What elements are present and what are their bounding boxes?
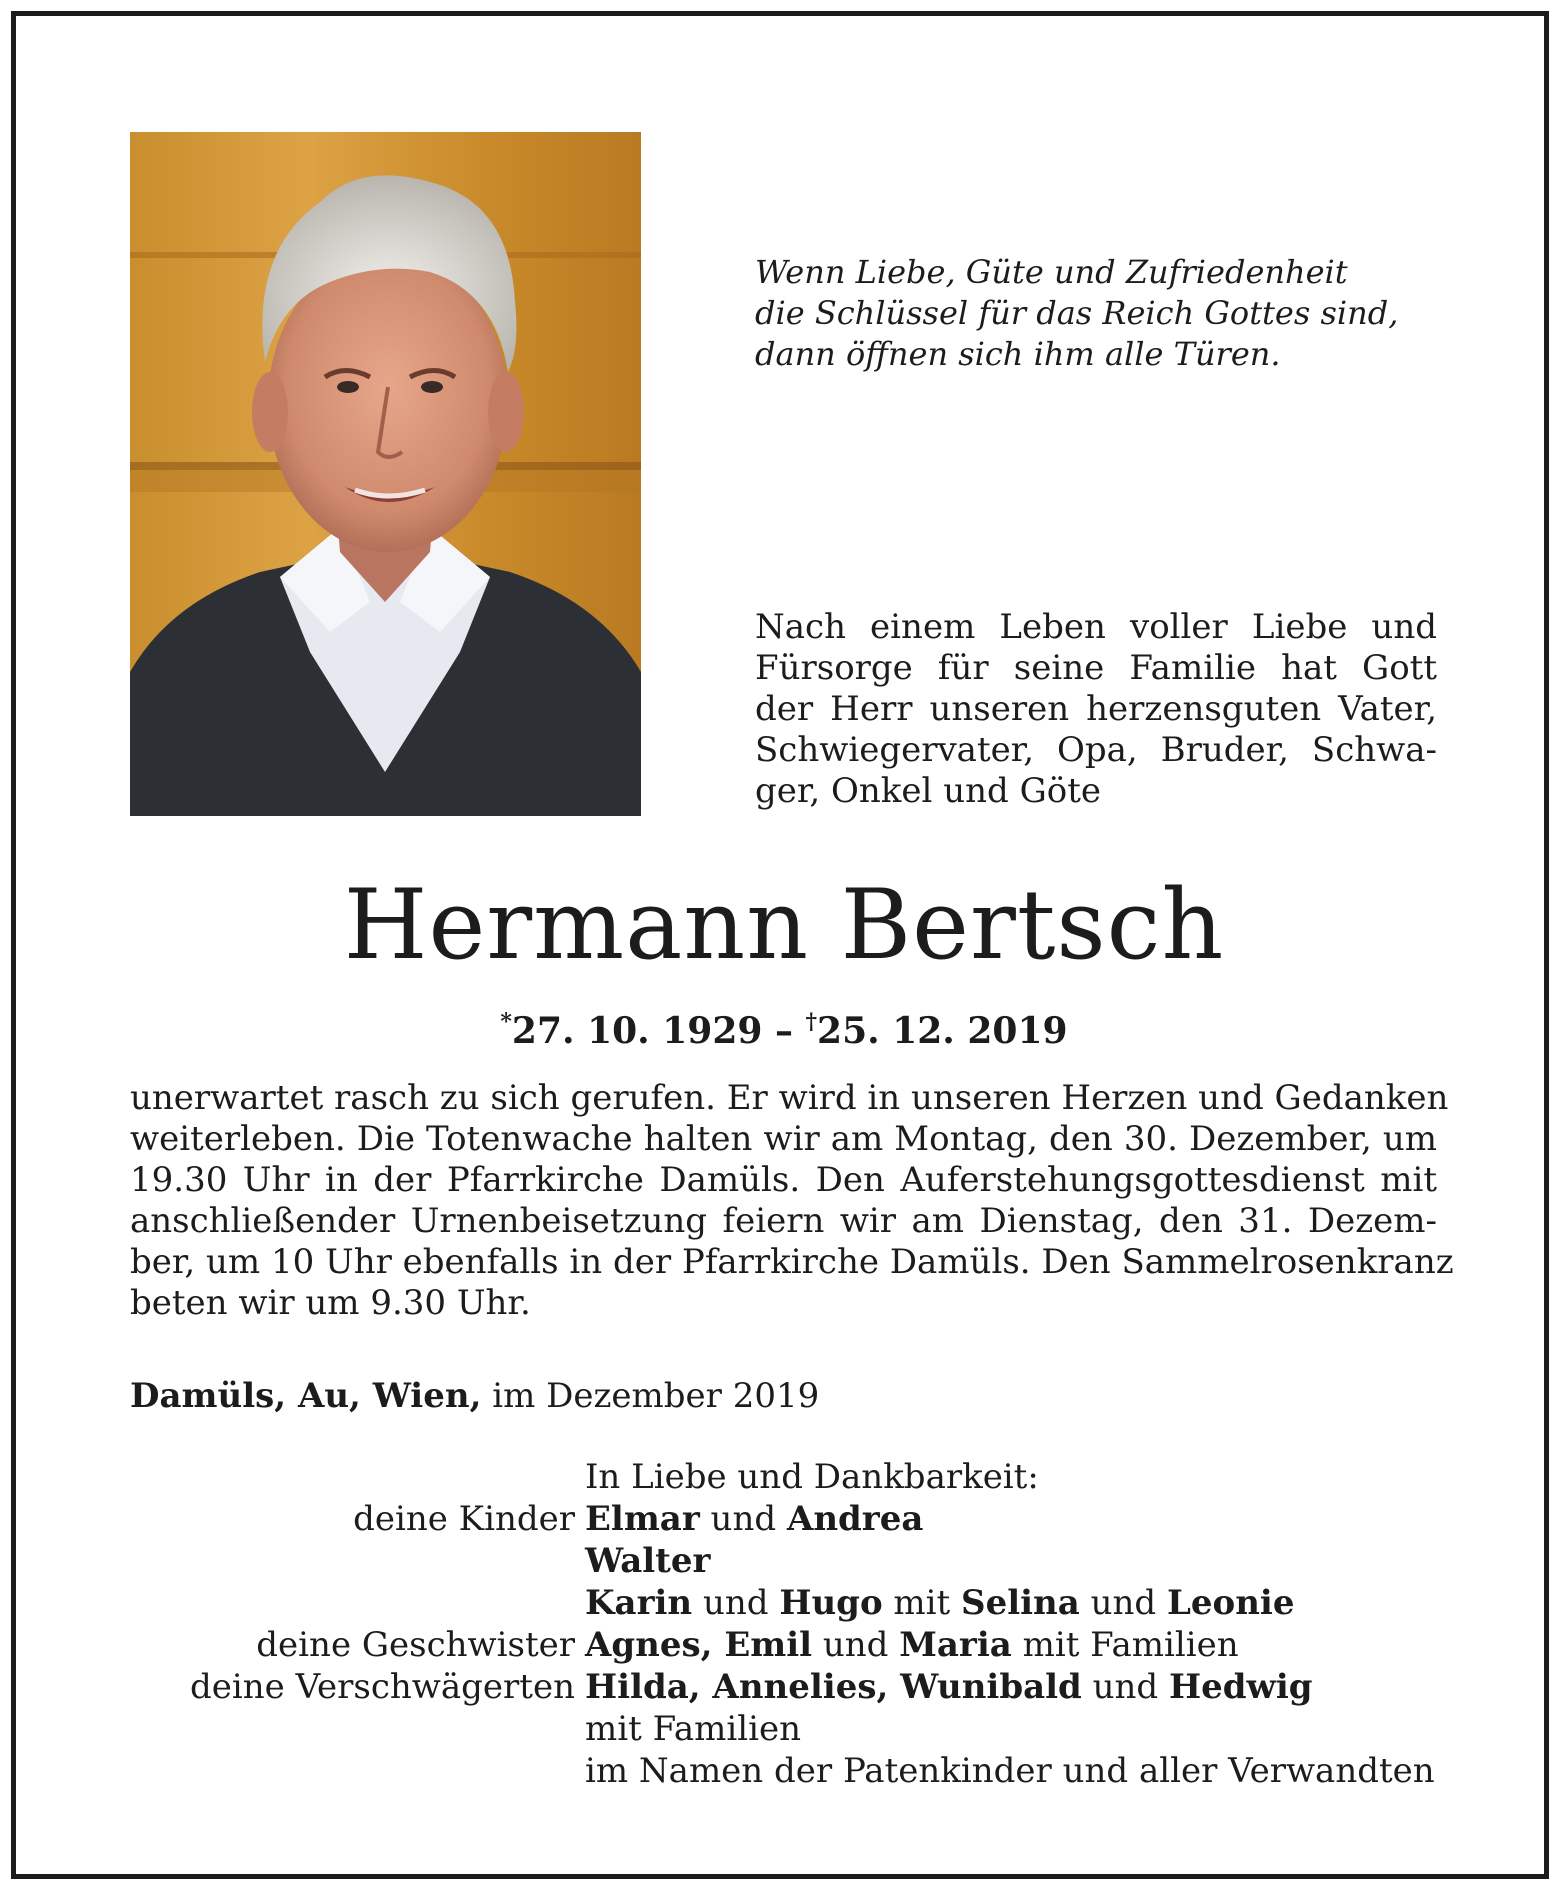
- birth-symbol: *: [500, 1009, 512, 1035]
- families-line: mit Familien: [585, 1709, 802, 1749]
- notice-date: im Dezember 2019: [481, 1376, 820, 1416]
- connector: mit: [882, 1583, 962, 1623]
- mourner-name: Agnes, Emil: [585, 1625, 813, 1665]
- birth-date: 27. 10. 1929: [511, 1010, 763, 1052]
- connector: mit Familien: [1011, 1625, 1239, 1665]
- mourner-name: Karin: [585, 1583, 693, 1623]
- body-paragraph: [130, 1078, 1454, 1324]
- patenkinder-line: im Namen der Patenkinder und aller Verwandten: [585, 1751, 1435, 1791]
- death-symbol: †: [805, 1009, 818, 1035]
- geschwister-row: [130, 1624, 1450, 1666]
- connector: und: [699, 1499, 787, 1539]
- intro-line: ger, Onkel und Göte: [755, 771, 1101, 811]
- intro-line: Nach einem Leben voller Liebe und: [755, 607, 1437, 647]
- mourner-name: Selina: [961, 1583, 1080, 1623]
- intro-paragraph: [755, 607, 1437, 812]
- mourner-name: Hugo: [779, 1583, 883, 1623]
- motto-quote: [755, 252, 1475, 375]
- mourner-name: Maria: [899, 1625, 1012, 1665]
- date-separator: –: [762, 1010, 806, 1052]
- schwager-row: [130, 1666, 1450, 1708]
- geschwister-label: deine Geschwister: [256, 1625, 575, 1665]
- kinder-label: deine Kinder: [353, 1499, 575, 1539]
- places: Damüls, Au, Wien,: [130, 1376, 482, 1416]
- connector: und: [692, 1583, 780, 1623]
- connector: und: [1079, 1583, 1167, 1623]
- motto-line: Wenn Liebe, Güte und Zufriedenheit: [755, 253, 1348, 291]
- kinder-row: [130, 1498, 1450, 1540]
- body-line: weiterleben. Die Totenwache halten wir am Montag, den 30. Dezember, um: [130, 1119, 1437, 1159]
- mourner-name: Andrea: [786, 1499, 924, 1539]
- body-line: unerwartet rasch zu sich gerufen. Er wird in unseren Herzen und Gedanken: [130, 1078, 1449, 1118]
- schwager-label: deine Verschwägerten: [190, 1667, 575, 1707]
- body-line: beten wir um 9.30 Uhr.: [130, 1283, 531, 1323]
- intro-line: Schwiegervater, Opa, Bruder, Schwa-: [755, 730, 1437, 770]
- intro-line: Fürsorge für seine Familie hat Gott: [755, 648, 1437, 688]
- deceased-name: Hermann Bertsch: [343, 869, 1225, 981]
- motto-line: die Schlüssel für das Reich Gottes sind,: [755, 294, 1399, 332]
- mourner-name: Hilda, Annelies, Wunibald: [585, 1667, 1082, 1707]
- signature-heading: In Liebe und Dankbarkeit:: [585, 1457, 1039, 1497]
- motto-line: dann öffnen sich ihm alle Türen.: [755, 335, 1281, 373]
- mourner-name: Leonie: [1167, 1583, 1295, 1623]
- connector: und: [1081, 1667, 1170, 1707]
- place-and-date: [130, 1374, 819, 1418]
- mourner-name: Elmar: [585, 1499, 700, 1539]
- intro-line: der Herr unseren herzensguten Vater,: [755, 689, 1437, 729]
- death-date: 25. 12. 2019: [817, 1010, 1068, 1052]
- mourner-name: Walter: [585, 1541, 711, 1581]
- life-dates: [0, 1000, 1568, 1053]
- mourner-name: Hedwig: [1169, 1667, 1313, 1707]
- body-line: anschließender Urnenbeisetzung feiern wir am Dienstag, den 31. Dezem-: [130, 1201, 1437, 1241]
- body-line: 19.30 Uhr in der Pfarrkirche Damüls. Den Auferstehungsgottesdienst mit: [130, 1160, 1437, 1200]
- connector: und: [812, 1625, 900, 1665]
- body-line: ber, um 10 Uhr ebenfalls in der Pfarrkirche Damüls. Den Sammelrosenkranz: [130, 1242, 1454, 1282]
- portrait-photo: [130, 132, 641, 816]
- signature-block: [130, 1456, 1450, 1792]
